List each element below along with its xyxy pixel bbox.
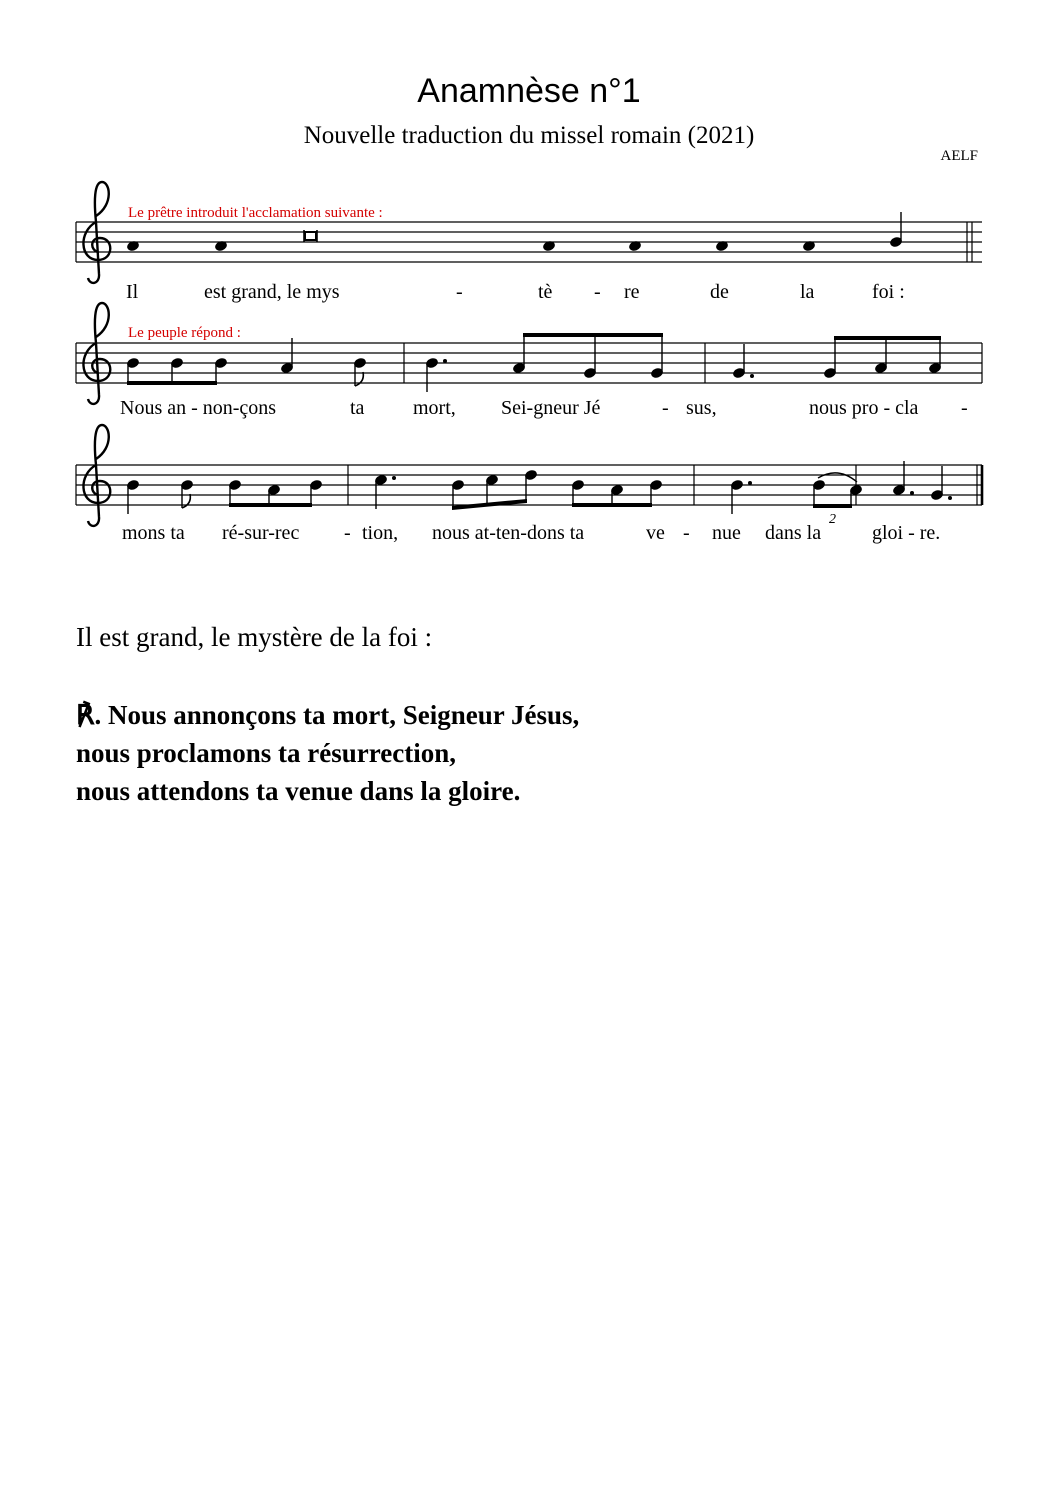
svg-text:-: - bbox=[344, 522, 351, 544]
svg-text:nous pro - cla: nous pro - cla bbox=[809, 397, 919, 419]
system-2 bbox=[76, 303, 982, 419]
svg-text:est grand, le mys: est grand, le mys bbox=[204, 281, 340, 303]
svg-text:ta: ta bbox=[350, 397, 365, 419]
svg-text:-: - bbox=[594, 281, 601, 303]
svg-text:-: - bbox=[662, 397, 669, 419]
svg-text:foi :: foi : bbox=[872, 281, 905, 303]
notes-3 bbox=[126, 461, 952, 527]
refrain-line-2: nous proclamons ta résurrection, bbox=[76, 738, 456, 768]
lyrics-1 bbox=[126, 281, 905, 303]
page-title: Anamnèse n°1 bbox=[417, 72, 641, 110]
svg-text:sus,: sus, bbox=[686, 397, 717, 419]
priest-instruction: Le prêtre introduit l'acclamation suivante : bbox=[128, 205, 383, 221]
svg-text:la: la bbox=[800, 281, 815, 303]
system-1 bbox=[76, 182, 982, 303]
svg-text:de: de bbox=[710, 281, 729, 303]
composer-credit: AELF bbox=[940, 148, 978, 164]
svg-text:tion,: tion, bbox=[362, 522, 399, 544]
music-score bbox=[0, 0, 1058, 600]
svg-text:Sei-gneur Jé: Sei-gneur Jé bbox=[501, 397, 601, 419]
svg-text:tè: tè bbox=[538, 281, 553, 303]
page-subtitle: Nouvelle traduction du missel romain (2021) bbox=[303, 122, 755, 149]
svg-text:-: - bbox=[961, 397, 968, 419]
svg-text:dans la: dans la bbox=[765, 522, 822, 544]
staff-1 bbox=[76, 182, 982, 283]
intro-text: Il est grand, le mystère de la foi : bbox=[76, 622, 433, 652]
svg-text:gloi - re.: gloi - re. bbox=[872, 522, 941, 544]
refrain-line-3: nous attendons ta venue dans la gloire. bbox=[76, 776, 521, 806]
svg-text:-: - bbox=[683, 522, 690, 544]
breve-note bbox=[304, 230, 317, 242]
svg-text:nous at-ten-dons ta: nous at-ten-dons ta bbox=[432, 522, 585, 544]
svg-text:Il: Il bbox=[126, 281, 139, 303]
svg-text:ve: ve bbox=[646, 522, 665, 544]
refrain-line-1: ℟. Nous annonçons ta mort, Seigneur Jésus, bbox=[76, 700, 580, 730]
lyrics-3 bbox=[122, 522, 940, 544]
svg-text:mons ta: mons ta bbox=[122, 522, 185, 544]
refrain-text bbox=[76, 696, 579, 810]
svg-text:-: - bbox=[456, 281, 463, 303]
svg-text:mort,: mort, bbox=[413, 397, 456, 419]
svg-text:Nous an - non-çons: Nous an - non-çons bbox=[120, 397, 277, 419]
people-instruction: Le peuple répond : bbox=[128, 325, 241, 341]
staff-2 bbox=[76, 303, 982, 404]
svg-text:nue: nue bbox=[712, 522, 741, 544]
svg-text:ré-sur-rec: ré-sur-rec bbox=[222, 522, 300, 544]
lyrics-2 bbox=[120, 397, 968, 419]
system-3 bbox=[76, 425, 982, 544]
svg-text:re: re bbox=[624, 281, 640, 303]
tuplet-number: 2 bbox=[829, 512, 836, 527]
